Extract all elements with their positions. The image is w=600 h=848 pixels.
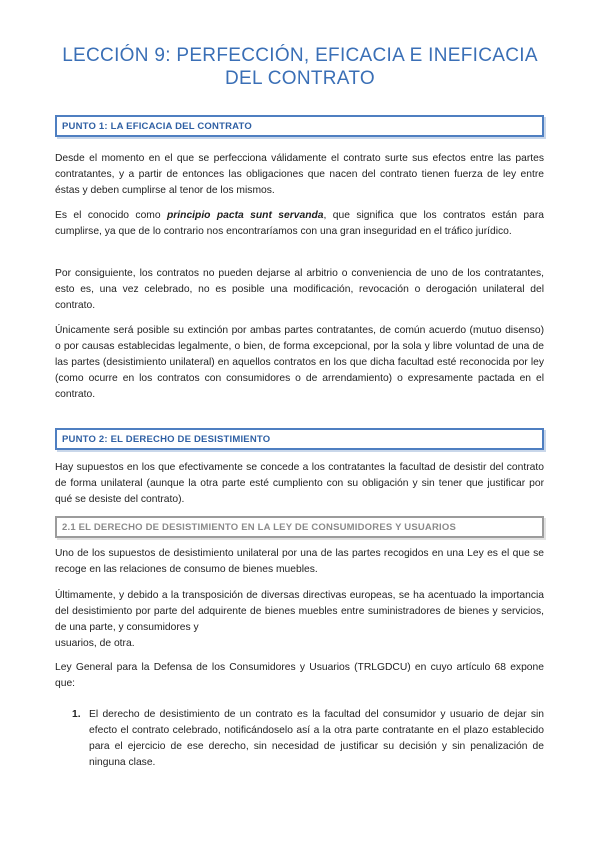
list-item-text: El derecho de desistimiento de un contrato es la facultad del consumidor y usuario de dejar sin efecto el contrato celebrado, notificándoselo así a la otra parte contratante en el plazo establecido para el ejercicio de ese derecho, sin necesidad de justificar su decisión y sin penalización de ninguna clase.	[89, 709, 544, 768]
page-title	[40, 44, 560, 90]
paragraph-text: usuarios, de otra.	[55, 638, 135, 649]
list-item	[72, 707, 544, 771]
title-line-1: LECCIÓN 9: PERFECCIÓN, EFICACIA E INEFICACIA	[62, 45, 538, 66]
paragraph-text: Últimamente, y debido a la transposición de diversas directivas europeas, se ha acentuado la importancia del desistimiento por parte del adquirente de bienes muebles entre suministradores de bienes y servicios, de una parte, y consumidores y	[55, 590, 544, 633]
paragraph	[55, 588, 544, 652]
paragraph: Únicamente será posible su extinción por ambas partes contratantes, de común acuerdo (mutuo disenso) o por causas establecidas legalmente, o bien, de forma excepcional, por la sola y libre voluntad de una de las partes (desistimiento unilateral) en aquellos contratos en los que dicha facultad esté reconocida por ley (como ocurre en los contratos con consumidores o de arrendamiento) o expresamente pactada en el contrato.	[55, 325, 544, 400]
subsection-heading-label: 2.1 EL DERECHO DE DESISTIMIENTO EN LA LEY DE CONSUMIDORES Y USUARIOS	[62, 522, 457, 533]
paragraph: Desde el momento en el que se perfecciona válidamente el contrato surte sus efectos entre las partes contratantes, y a partir de entonces las obligaciones que nacen del contrato tienen fuerza de ley entre éstas y deben cumplirse al tenor de los mismos.	[55, 153, 544, 196]
paragraph: Por consiguiente, los contratos no pueden dejarse al arbitrio o conveniencia de uno de los contratantes, esto es, una vez celebrado, no es posible una modificación, revocación o derogación unilateral del contrato.	[55, 268, 544, 311]
paragraph: Hay supuestos en los que efectivamente se concede a los contratantes la facultad de desistir del contrato de forma unilateral (aunque la otra parte esté cumpliento con su obligación y sin tener que justificar por qué se desiste del contrato).	[55, 462, 544, 505]
principle-term: principio pacta sunt servanda	[167, 210, 324, 221]
subsection-heading-2-1	[55, 516, 544, 538]
section-heading-punto-2	[55, 428, 544, 450]
paragraph	[55, 208, 544, 240]
title-line-2: DEL CONTRATO	[225, 68, 375, 89]
paragraph: Uno de los supuestos de desistimiento unilateral por una de las partes recogidos en una Ley es el que se recoge en las relaciones de consumo de bienes muebles.	[55, 548, 544, 575]
section-heading-punto-1	[55, 115, 544, 137]
paragraph: Ley General para la Defensa de los Consumidores y Usuarios (TRLGDCU) en cuyo artículo 68 expone que:	[55, 662, 544, 689]
paragraph-text: Es el conocido como	[55, 210, 167, 221]
section-heading-label: PUNTO 2: EL DERECHO DE DESISTIMIENTO	[62, 434, 271, 445]
paragraph-text: , que significa que los contratos están para cumplirse, ya que de lo contrario nos encontraríamos con una gran inseguridad en el tráfico jurídico.	[55, 210, 544, 237]
section-heading-label: PUNTO 1: LA EFICACIA DEL CONTRATO	[62, 121, 252, 132]
list-item-number: 1.	[72, 709, 81, 720]
